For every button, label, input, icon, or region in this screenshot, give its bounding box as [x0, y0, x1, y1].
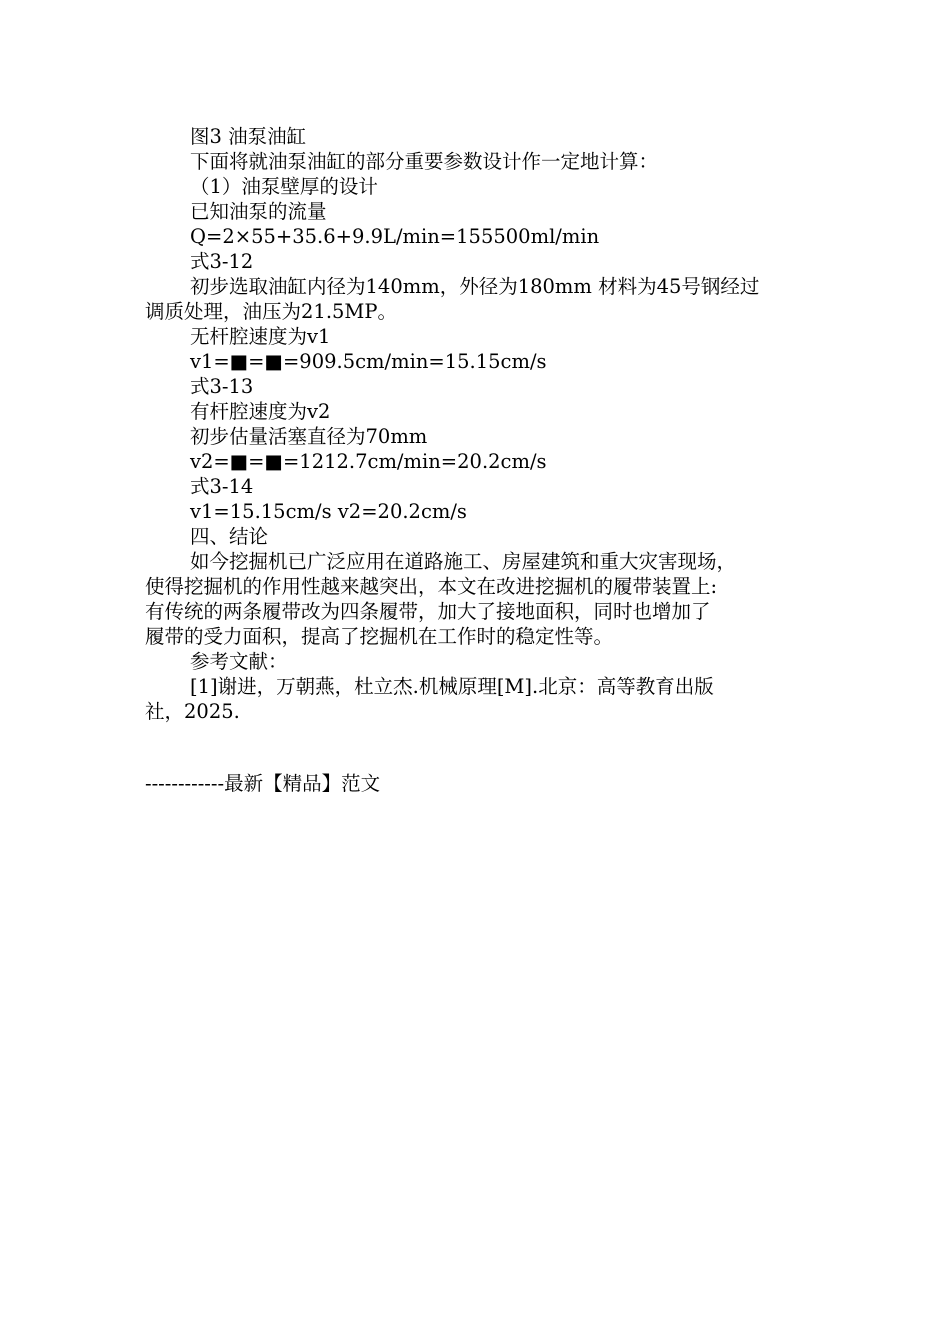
formula-line: v1=15.15cm/s v2=20.2cm/s	[190, 500, 467, 523]
references-heading: 参考文献：	[190, 650, 288, 673]
paragraph-line: 已知油泵的流量	[190, 200, 327, 223]
paragraph-line: 有传统的两条履带改为四条履带，加大了接地面积，同时也增加了	[145, 600, 711, 623]
equation-label: 式3-12	[190, 250, 254, 273]
paragraph-line: 使得挖掘机的作用性越来越突出，本文在改进挖掘机的履带装置上:	[145, 575, 718, 598]
reference-item: [1]谢进，万朝燕，杜立杰.机械原理[M].北京：高等教育出版	[190, 675, 714, 698]
paragraph-line: 初步估量活塞直径为70mm	[190, 425, 428, 448]
formula-line: Q=2×55+35.6+9.9L/min=155500ml/min	[190, 225, 600, 248]
paragraph-line: 有杆腔速度为v2	[190, 400, 331, 423]
section-heading: （1）油泵壁厚的设计	[190, 175, 378, 198]
formula-line: v1=■=■=909.5cm/min=15.15cm/s	[190, 350, 547, 373]
paragraph-line: 调质处理，油压为21.5MP。	[145, 300, 398, 323]
paragraph-line: 履带的受力面积，提高了挖掘机在工作时的稳定性等。	[145, 625, 614, 648]
reference-item: 社，2025.	[145, 700, 240, 723]
section-heading: 四、结论	[190, 525, 269, 548]
equation-label: 式3-14	[190, 475, 254, 498]
paragraph-line: 初步选取油缸内径为140mm，外径为180mm 材料为45号钢经过	[190, 275, 760, 298]
page-footer: ------------最新【精品】范文	[145, 772, 381, 795]
paragraph-line: 无杆腔速度为v1	[190, 325, 331, 348]
paragraph-line: 下面将就油泵油缸的部分重要参数设计作一定地计算：	[190, 150, 659, 173]
formula-line: v2=■=■=1212.7cm/min=20.2cm/s	[190, 450, 547, 473]
paragraph-line: 如今挖掘机已广泛应用在道路施工、房屋建筑和重大灾害现场，	[190, 550, 737, 573]
figure-caption: 图3 油泵油缸	[190, 125, 307, 148]
equation-label: 式3-13	[190, 375, 254, 398]
